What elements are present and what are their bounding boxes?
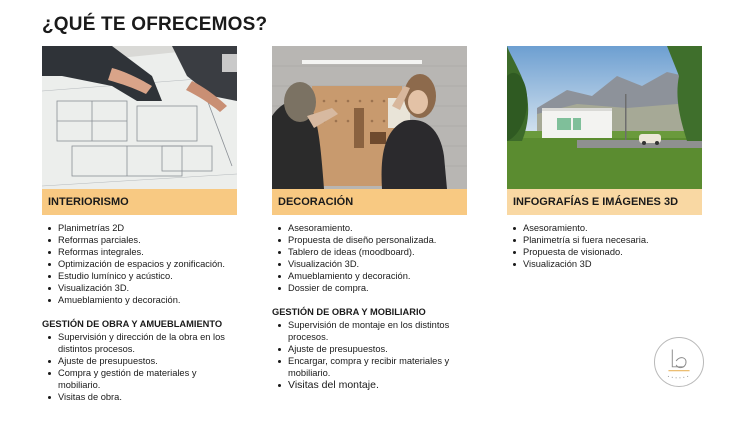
list-item: Planimetrías 2D (42, 222, 242, 234)
blueprint-photo (42, 46, 237, 189)
list-item: Planimetría si fuera necesaria. (507, 234, 707, 246)
list-item: Asesoramiento. (272, 222, 472, 234)
decoracion-list (272, 222, 472, 294)
infografias-heading: INFOGRAFÍAS E IMÁGENES 3D (507, 189, 702, 215)
list-item: Dossier de compra. (272, 282, 472, 294)
list-item: Visualización 3D. (42, 282, 242, 294)
list-item: Propuesta de visionado. (507, 246, 707, 258)
list-item: Amueblamiento y decoración. (42, 294, 242, 306)
interiorismo-heading: INTERIORISMO (42, 189, 237, 215)
page-title: ¿QUÉ TE OFRECEMOS? (42, 14, 268, 35)
list-item: Optimización de espacios y zonificación. (42, 258, 242, 270)
render-3d-photo (507, 46, 702, 189)
list-item: Propuesta de diseño personalizada. (272, 234, 472, 246)
interiorismo-list (42, 222, 242, 306)
list-item: Compra y gestión de materiales y mobiliario. (42, 367, 237, 391)
interiorismo-subheading: GESTIÓN DE OBRA Y AMUEBLAMIENTO (42, 319, 223, 329)
brand-logo (654, 337, 704, 387)
list-item: Visitas del montaje. (272, 379, 467, 392)
list-item: Asesoramiento. (507, 222, 707, 234)
list-item: Visualización 3D. (272, 258, 472, 270)
list-item: Reformas integrales. (42, 246, 242, 258)
infografias-list (507, 222, 707, 270)
list-item: Amueblamiento y decoración. (272, 270, 472, 282)
list-item: Supervisión y dirección de la obra en los distintos procesos. (42, 331, 237, 355)
decoracion-sublist (272, 319, 467, 392)
decoration-photo (272, 46, 467, 189)
list-item: Reformas parciales. (42, 234, 242, 246)
list-item: Ajuste de presupuestos. (272, 343, 467, 355)
list-item: Tablero de ideas (moodboard). (272, 246, 472, 258)
list-item: Estudio lumínico y acústico. (42, 270, 242, 282)
list-item: Ajuste de presupuestos. (42, 355, 237, 367)
decoracion-subheading: GESTIÓN DE OBRA Y MOBILIARIO (272, 307, 426, 317)
decoracion-heading: DECORACIÓN (272, 189, 467, 215)
list-item: Encargar, compra y recibir materiales y mobiliario. (272, 355, 467, 379)
interiorismo-sublist (42, 331, 237, 403)
list-item: Visitas de obra. (42, 391, 237, 403)
list-item: Visualización 3D (507, 258, 707, 270)
list-item: Supervisión de montaje en los distintos procesos. (272, 319, 467, 343)
